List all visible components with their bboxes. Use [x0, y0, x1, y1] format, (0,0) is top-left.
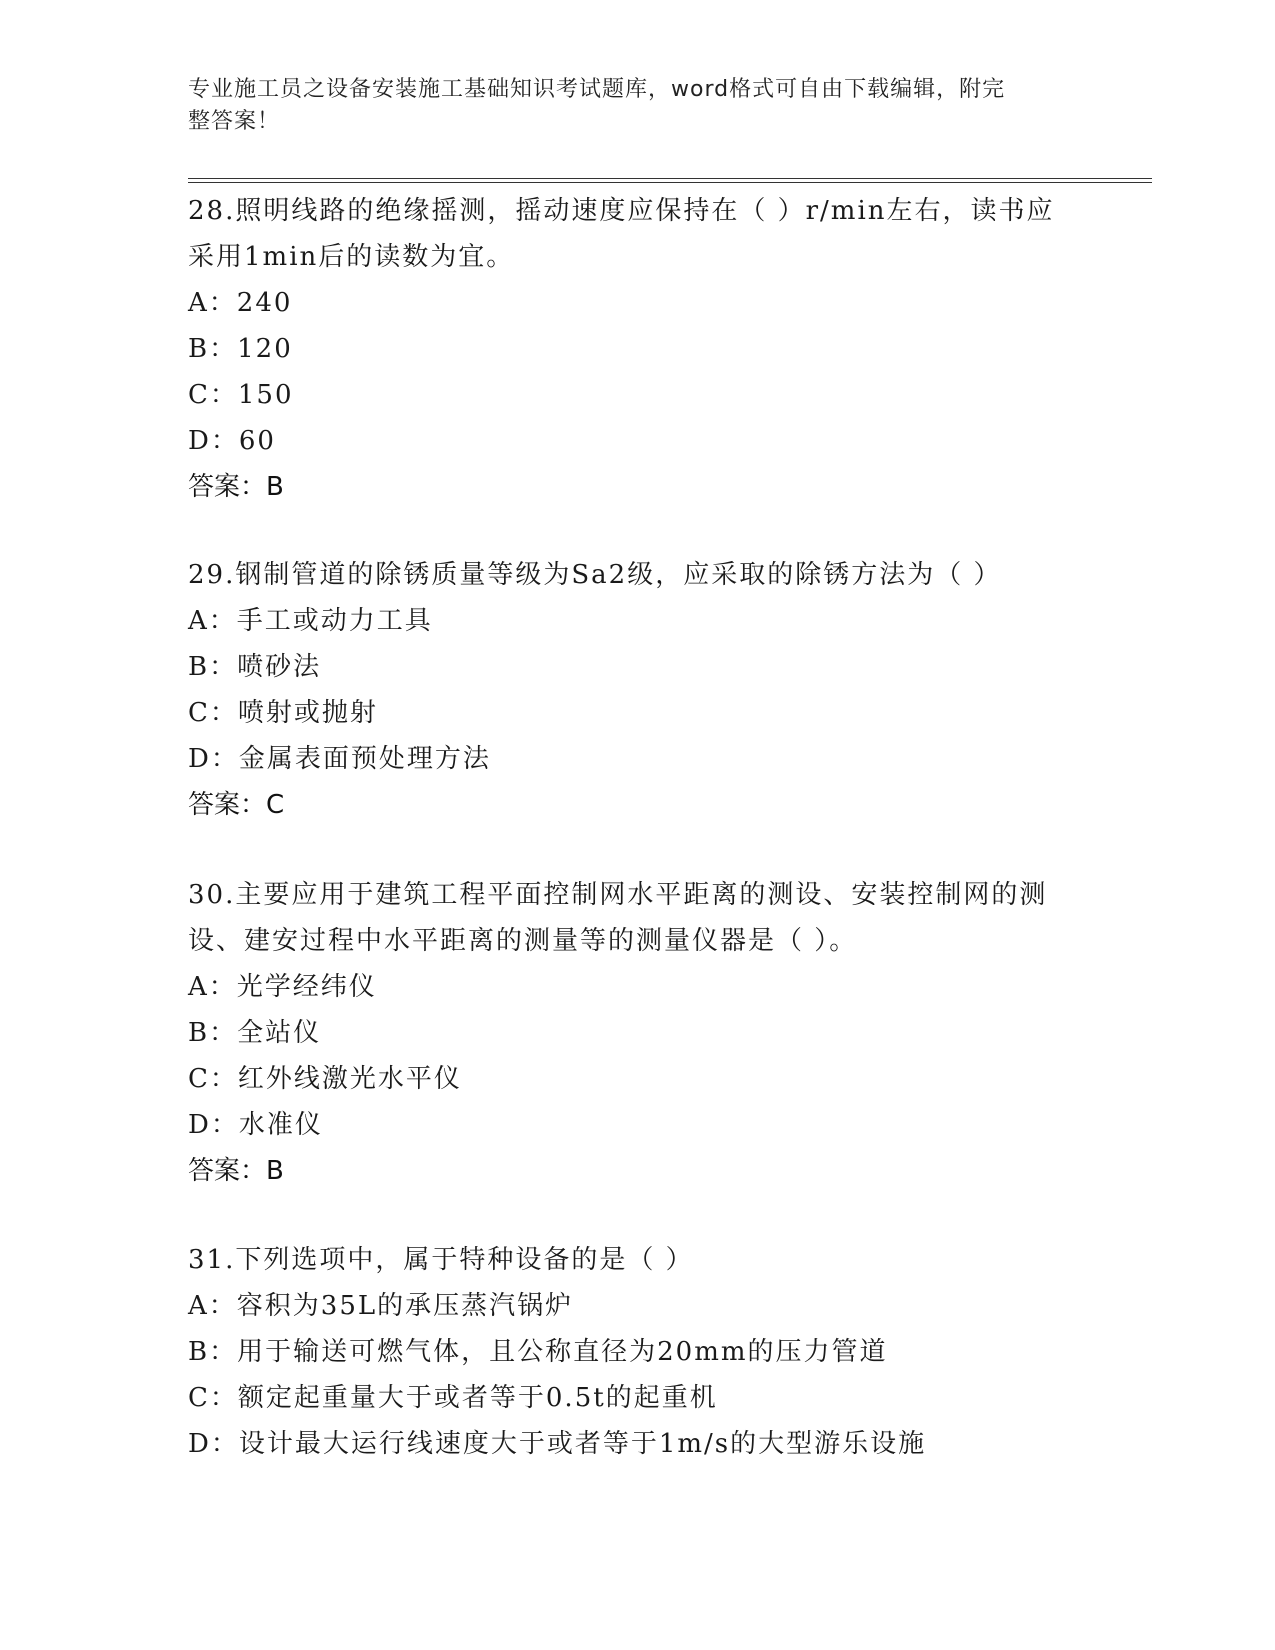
option-c: C：喷射或抛射 [188, 698, 378, 728]
option-b: B：用于输送可燃气体，且公称直径为20mm的压力管道 [188, 1337, 888, 1367]
answer: 答案：B [188, 1156, 284, 1186]
question-28 [188, 188, 1088, 510]
option-d: D：60 [188, 426, 276, 456]
question-stem-continued: 采用1min后的读数为宜。 [188, 242, 515, 272]
option-c: C：红外线激光水平仪 [188, 1064, 462, 1094]
option-c: C：额定起重量大于或者等于0.5t的起重机 [188, 1383, 718, 1413]
question-29 [188, 552, 1088, 828]
question-stem: 29.钢制管道的除锈质量等级为Sa2级，应采取的除锈方法为（ ） [188, 560, 1002, 590]
option-a: A：容积为35L的承压蒸汽锅炉 [188, 1291, 574, 1321]
answer: 答案：C [188, 790, 285, 820]
option-a: A：手工或动力工具 [188, 606, 433, 636]
header-line-2: 整答案！ [188, 109, 281, 134]
question-stem: 30.主要应用于建筑工程平面控制网水平距离的测设、安装控制网的测 [188, 880, 1048, 910]
header-divider [188, 178, 1152, 183]
question-31 [188, 1237, 1088, 1467]
header-line-1: 专业施工员之设备安装施工基础知识考试题库，word格式可自由下载编辑，附完 [188, 77, 1006, 102]
question-stem-continued: 设、建安过程中水平距离的测量等的测量仪器是（ ）。 [188, 926, 858, 956]
option-a: A：光学经纬仪 [188, 972, 377, 1002]
question-stem: 31.下列选项中，属于特种设备的是（ ） [188, 1245, 694, 1275]
option-d: D：水准仪 [188, 1110, 323, 1140]
option-b: B：喷砂法 [188, 652, 322, 682]
question-stem: 28.照明线路的绝缘摇测，摇动速度应保持在（ ）r/min左右，读书应 [188, 196, 1055, 226]
option-b: B：120 [188, 334, 293, 364]
option-c: C：150 [188, 380, 294, 410]
question-30 [188, 872, 1088, 1194]
option-a: A：240 [188, 288, 293, 318]
document-header [188, 74, 1068, 138]
answer: 答案：B [188, 472, 284, 502]
option-b: B：全站仪 [188, 1018, 322, 1048]
option-d: D：设计最大运行线速度大于或者等于1m/s的大型游乐设施 [188, 1429, 927, 1459]
option-d: D：金属表面预处理方法 [188, 744, 491, 774]
